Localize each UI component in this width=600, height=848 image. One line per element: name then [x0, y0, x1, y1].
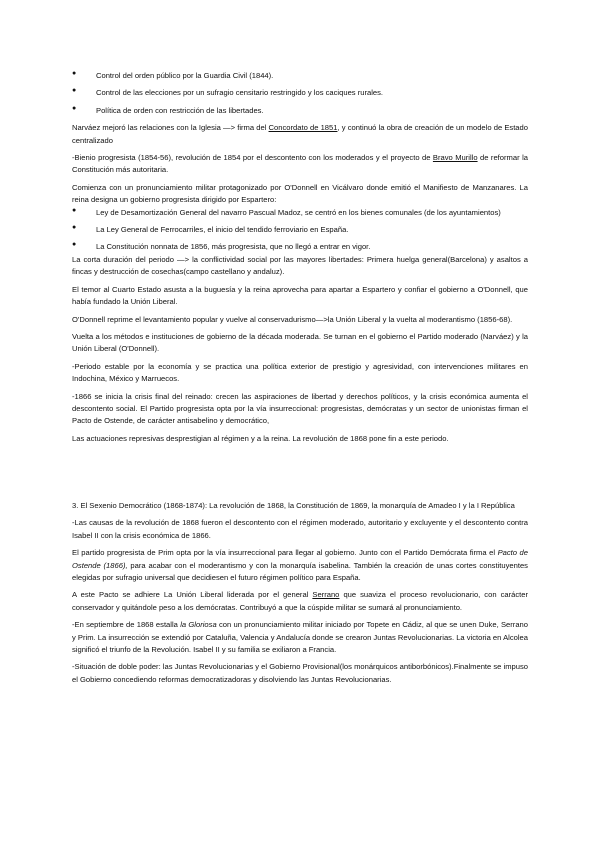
bullet-item: [72, 87, 528, 99]
bullet-marker: ●: [72, 224, 77, 232]
bullet-item: [72, 105, 528, 117]
bullet-text: La Ley General de Ferrocarriles, el inicio del tendido ferroviario en España.: [96, 225, 349, 235]
paragraph-temor: El temor al Cuarto Estado asusta a la buguesía y la reina aprovecha para apartar a Espartero y confiar el gobierno a O'Donnell, que había fundado la Unión Liberal.: [72, 284, 528, 307]
paragraph-actuaciones: Las actuaciones represivas desprestigian al régimen y a la reina. La revolución de 1868 pone fin a este periodo.: [72, 433, 449, 443]
paragraph-pacto: [72, 589, 528, 614]
bullet-item: [72, 224, 528, 236]
paragraph-prim: [72, 547, 528, 584]
bullet-text: Política de orden con restricción de las libertades.: [96, 105, 264, 115]
text-run: de reformar la Constitución más autoritaria.: [72, 153, 528, 175]
bullet-text: Ley de Desamortización General del navarro Pascual Madoz, se centró en los bienes comunales (de los ayuntamientos): [96, 207, 501, 217]
paragraph-doble-poder: -Situación de doble poder: las Juntas Revolucionarias y el Gobierno Provisional(los monárquicos antiborbónicos).Finalmente se impuso el Gobierno concediendo reformas democratizadoras y disolviendo las Juntas Revolucionarias.: [72, 662, 528, 684]
paragraph-bienio: [72, 152, 528, 177]
text-run: con un pronunciamiento militar iniciado por Topete en Cádiz, al que se unen Duke, Serrano y Prim. La insurrección se extendió por Cataluña, Valencia y Andalucía donde se crearon Juntas Revolucionarias. La victoria en Alcolea significó el triunfo de la Revolución. Isabel II y su familia se exiliaron a Francia.: [72, 620, 529, 655]
text-run: -Bienio progresista (1854-56), revolución de 1854 por el descontento con los moderados y el proyecto de: [72, 153, 433, 163]
text-run: que suaviza el proceso revolucionario, con carácter conservador y quitándole peso a los demócratas. Contribuyó a que la cúspide militar se sumará al pronunciamiento.: [72, 590, 528, 612]
document-section-sexenio: [72, 500, 528, 686]
bullet-item: [72, 207, 528, 219]
bullet-text: Control del orden público por la Guardia Civil (1844).: [96, 71, 274, 80]
bullet-marker: ●: [72, 241, 77, 249]
paragraph-causas: -Las causas de la revolución de 1868 fueron el descontento con el régimen moderado, autoritario y excluyente y el descontento contra Isabel II con la crisis económica de 1866.: [72, 518, 528, 540]
bullet-text: Control de las elecciones por un sufragio censitario restringido y los caciques rurales.: [96, 88, 384, 98]
paragraph-vuelta: Vuelta a los métodos e instituciones de gobierno de la década moderada. Se turnan en el gobierno el Partido moderado (Narváez) y la Unión Liberal (O'Donnell).: [72, 331, 528, 354]
bullet-item: [72, 241, 528, 253]
text-run: , y continuó la obra de creación de un modelo de Estado centralizado: [72, 123, 528, 145]
paragraph-reprime: O'Donnell reprime el levantamiento popular y vuelve al conservadurismo—>la Unión Liberal y la vuelta al moderantismo (1856-68).: [72, 314, 513, 324]
link-serrano[interactable]: Serrano: [312, 590, 340, 600]
paragraph-1866: -1866 se inicia la crisis final del reinado: crecen las aspiraciones de libertad y derechos políticos, y la crisis económica aumenta el descontento social. El Partido progresista opta por la vía insurreccional: progresistas, demócratas y un sector de unionistas firman el Pacto de Ostende, de carácter antisabelino y democrático,: [72, 391, 528, 426]
italic-la-gloriosa: la Gloriosa: [180, 620, 217, 630]
italic-pacto-ostende: Pacto de Ostende (1866),: [72, 548, 528, 570]
paragraph-septiembre: [72, 619, 528, 656]
paragraph-corta: La corta duración del periodo —> la conflictividad social por las mayores libertades: Primera huelga general(Barcelona) y asaltos a fincas y destrucción de cosechas(campo castellano y andaluz).: [72, 254, 528, 277]
text-run: -En septiembre de 1868 estalla: [72, 620, 181, 630]
text-run: para acabar con el moderantismo y con la monarquía isabelina. También la creación de unas cortes constituyentes elegidas por sufragio universal que decidiesen el futuro régimen político para España.: [72, 560, 528, 583]
document-page-top: [72, 70, 528, 445]
link-concordato[interactable]: Concordato de 1851: [268, 123, 338, 133]
bullet-marker: ●: [72, 70, 77, 77]
paragraph-periodo: -Periodo estable por la economía y se practica una política exterior de prestigio y agresividad, con intervenciones militares en Indochina, México y Marruecos.: [72, 361, 528, 384]
text-run: Narváez mejoró las relaciones con la Iglesia —> firma del: [72, 123, 269, 133]
link-bravo-murillo[interactable]: Bravo Murillo: [432, 153, 478, 163]
bullet-marker: ●: [72, 206, 77, 214]
text-run: El partido progresista de Prim opta por la vía insurreccional para llegar al gobierno. Junto con el Partido Demócrata firma el: [72, 548, 498, 558]
paragraph-narvaez: [72, 122, 528, 147]
bullet-item: [72, 70, 528, 82]
bullet-marker: ●: [72, 87, 77, 95]
text-run: A este Pacto se adhiere La Unión Liberal liderada por el general: [72, 590, 313, 600]
bullet-marker: ●: [72, 104, 77, 112]
paragraph-odonnell: Comienza con un pronunciamiento militar protagonizado por O'Donnell en Vicálvaro donde emitió el Manifiesto de Manzanares. La reina designa un gobierno progresista dirigido por Espartero:: [72, 182, 528, 205]
section-heading: 3. El Sexenio Democrático (1868-1874): La revolución de 1868, la Constitución de 1869, la monarquía de Amadeo I y la I República: [72, 501, 515, 510]
bullet-text: La Constitución nonnata de 1856, más progresista, que no llegó a entrar en vigor.: [96, 242, 371, 252]
